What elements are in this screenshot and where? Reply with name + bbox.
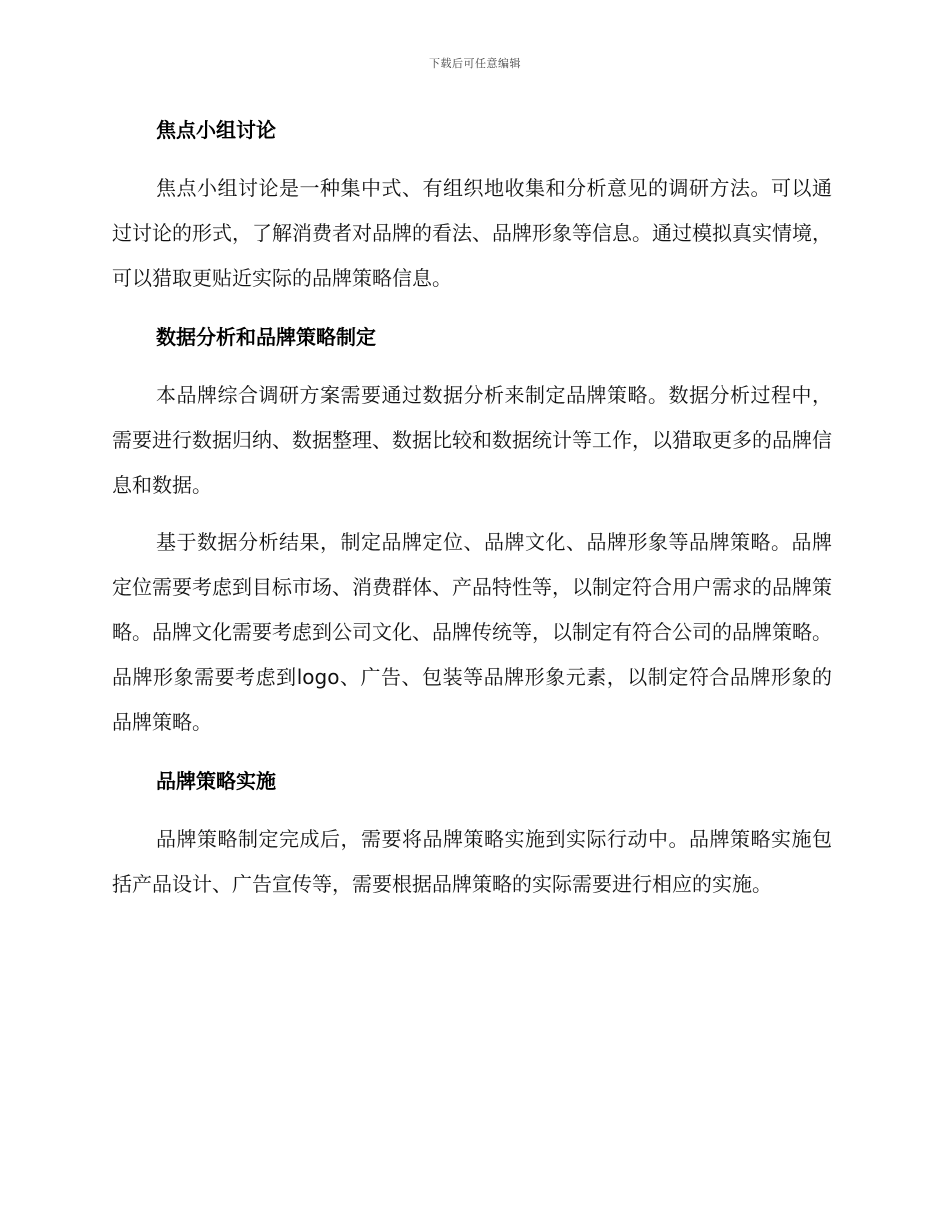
document-body <box>112 108 832 907</box>
section-title-focus-group: 焦点小组讨论 <box>156 118 276 142</box>
paragraph-data-analysis: 本品牌综合调研方案需要通过数据分析来制定品牌策略。数据分析过程中，需要进行数据归纳、数据整理、数据比较和数据统计等工作，以猎取更多的品牌信息和数据。 <box>112 383 832 497</box>
paragraph-focus-group: 焦点小组讨论是一种集中式、有组织地收集和分析意见的调研方法。可以通过讨论的形式，了解消费者对品牌的看法、品牌形象等信息。通过模拟真实情境，可以猎取更贴近实际的品牌策略信息。 <box>112 176 832 290</box>
section-title-data-analysis: 数据分析和品牌策略制定 <box>156 325 376 349</box>
page-header: 下载后可任意编辑 <box>429 57 521 70</box>
section-title-implementation: 品牌策略实施 <box>156 769 276 793</box>
paragraph-brand-strategy: 基于数据分析结果，制定品牌定位、品牌文化、品牌形象等品牌策略。品牌定位需要考虑到目标市场、消费群体、产品特性等，以制定符合用户需求的品牌策略。品牌文化需要考虑到公司文化、品牌传统等，以制定有符合公司的品牌策略。品牌形象需要考虑到logo、广告、包装等品牌形象元素，以制定符合品牌形象的品牌策略。 <box>112 530 832 734</box>
paragraph-implementation: 品牌策略制定完成后，需要将品牌策略实施到实际行动中。品牌策略实施包括产品设计、广告宣传等，需要根据品牌策略的实际需要进行相应的实施。 <box>112 827 832 896</box>
